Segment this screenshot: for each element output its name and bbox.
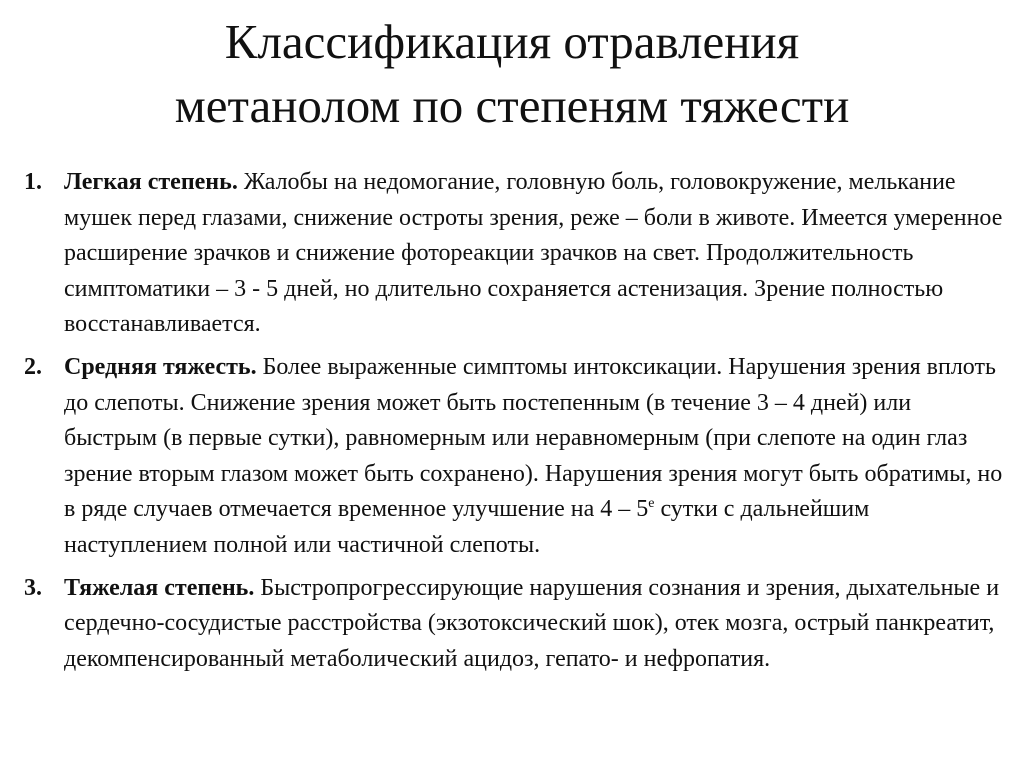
title-line-2: метанолом по степеням тяжести	[174, 78, 850, 133]
item-superscript: е	[648, 496, 655, 512]
item-number: 3.	[24, 574, 42, 601]
item-number: 1.	[24, 169, 42, 195]
item-term: Легкая степень.	[64, 169, 238, 195]
item-text: Жалобы на недомогание, головную боль, головокружение, мелькание мушек перед глазами, снижение остроты зрения, реже – боли в животе. Имеется умеренное расширение зрачков и снижение фотореакции зрачков на свет. Продолжительность симптоматики – 3 - 5 дней, но длительно сохраняется астенизация. Зрение полностью восстанавливается.	[64, 169, 1003, 338]
item-term: Тяжелая степень.	[64, 574, 255, 601]
item-text: Более выраженные симптомы интоксикации. Нарушения зрения вплоть до слепоты. Снижение зрения может быть постепенным (в течение 3 – 4 дней) или быстрым (в первые сутки), равномерным или неравномерным (при слепоте на один глаз зрение вторым глазом может быть сохранено). Нарушения зрения могут быть обратимы, но в ряде случаев отмечается временное улучшение на 4 – 5	[64, 353, 1003, 523]
item-number: 2.	[24, 353, 42, 380]
severity-list	[24, 165, 1009, 684]
item-text: Быстропрогрессирующие нарушения сознания и зрения, дыхательные и сердечно-сосудистые расстройства (экзотоксический шок), отек мозга, острый панкреатит, декомпенсированный метаболический ацидоз, гепато- и нефропатия.	[64, 574, 1000, 672]
slide-title	[0, 10, 1024, 138]
item-term: Средняя тяжесть.	[64, 353, 257, 380]
title-line-1: Классификация отравления	[224, 14, 800, 69]
list-item-moderate	[24, 350, 1009, 564]
list-item-mild	[24, 165, 1009, 343]
list-item-severe	[24, 571, 1009, 678]
item-text-end: сутки с дальнейшим наступлением полной или частичной слепоты.	[64, 496, 870, 558]
